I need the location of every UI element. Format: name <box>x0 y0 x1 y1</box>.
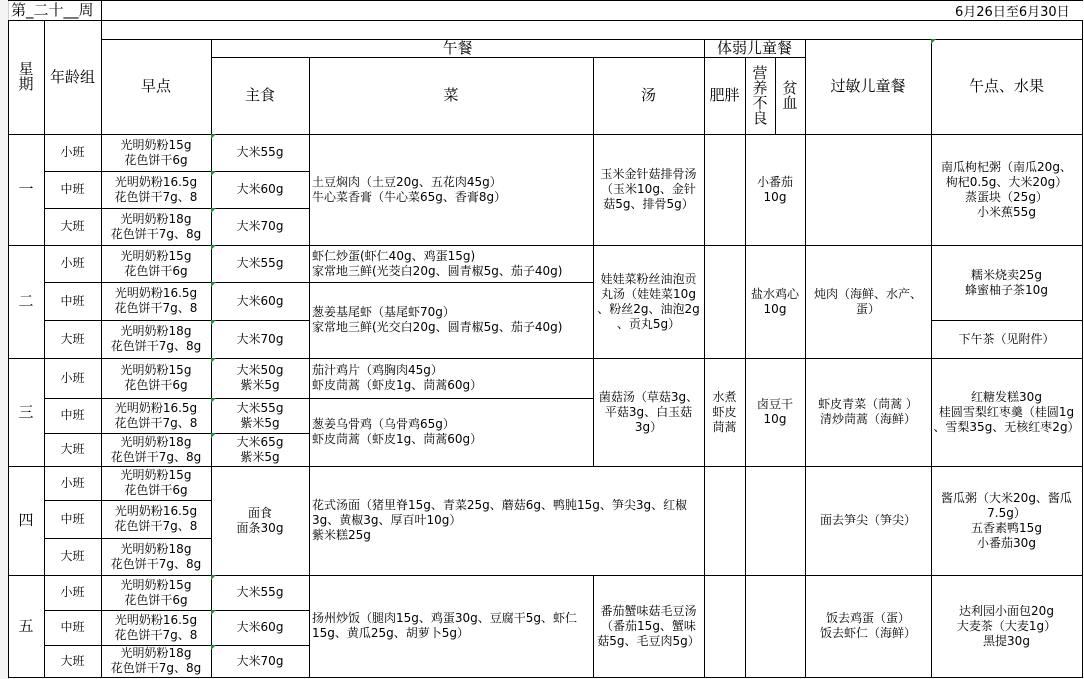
weekday-1[interactable] <box>8 134 45 246</box>
dish-3-a[interactable] <box>309 358 594 399</box>
breakfast-1-2[interactable] <box>101 171 212 209</box>
age-group-3-2[interactable] <box>44 398 102 434</box>
staple-4-text: 面食 面条30g <box>236 505 284 535</box>
staple-3-3[interactable] <box>211 433 310 467</box>
snack-3[interactable] <box>931 358 1083 467</box>
snack-3-text: 红糖发糕30g 桂圆雪梨红枣羹（桂圆1g 、雪梨35g、无核红枣2g） <box>933 389 1080 434</box>
week-title: 第_二十__周 <box>11 1 94 19</box>
breakfast-3-3-text: 光明奶粉18g 花色饼干7g、8g <box>110 434 202 464</box>
allergy-3-text: 虾皮青菜（茼蒿 ） 清炒茼蒿（海鲜） <box>818 397 918 426</box>
age-group-3-2-text: 中班 <box>60 408 85 422</box>
staple-1-3[interactable] <box>211 208 310 246</box>
weekday-2-text: 二 <box>18 292 34 310</box>
weekday-3[interactable] <box>8 358 45 467</box>
staple-1-3-text: 大米70g <box>236 219 284 233</box>
staple-5-3-text: 大米70g <box>236 653 284 668</box>
dish-3-b[interactable] <box>309 398 594 467</box>
age-group-3-1[interactable] <box>44 358 102 399</box>
age-group-2-1[interactable] <box>44 245 102 283</box>
weak-meal-2-text: 盐水鸡心 10g <box>750 286 799 316</box>
breakfast-2-2[interactable] <box>101 282 212 321</box>
breakfast-5-3-text: 光明奶粉18g 花色饼干7g、8g <box>110 646 202 675</box>
age-group-1-3[interactable] <box>44 208 102 246</box>
dish-3-b-text: 葱姜乌骨鸡（乌骨鸡65g） 虾皮茼蒿（虾皮1g、茼蒿60g） <box>312 417 483 446</box>
breakfast-4-3[interactable] <box>101 538 212 576</box>
header-dish[interactable] <box>309 57 594 135</box>
soup-2[interactable] <box>593 245 705 359</box>
age-group-4-1[interactable] <box>44 466 102 501</box>
staple-2-1-text: 大米55g <box>236 256 284 270</box>
staple-3-3-text: 大米65g 紫米5g <box>236 434 284 464</box>
allergy-2-text: 炖肉（海鲜、水产、 蛋） <box>813 286 922 316</box>
header-snack-text: 午点、水果 <box>968 77 1044 95</box>
age-group-5-3[interactable] <box>44 645 102 678</box>
header-soup-text: 汤 <box>640 86 656 104</box>
breakfast-1-1-text: 光明奶粉15g 花色饼干6g <box>120 137 192 167</box>
staple-2-1[interactable] <box>211 245 310 283</box>
breakfast-2-1-text: 光明奶粉15g 花色饼干6g <box>120 248 192 278</box>
age-group-3-3-text: 大班 <box>60 442 85 456</box>
weak-meal-1[interactable] <box>745 134 806 246</box>
age-group-2-1-text: 小班 <box>60 256 85 270</box>
breakfast-4-2-text: 光明奶粉16.5g 花色饼干7g、8 <box>114 504 198 533</box>
header-dish-text: 菜 <box>443 86 459 104</box>
staple-5-2[interactable] <box>211 610 310 646</box>
header-top-band[interactable] <box>101 20 1083 40</box>
allergy-3[interactable] <box>805 358 932 467</box>
weekday-5[interactable] <box>8 575 45 678</box>
dish-4[interactable] <box>309 466 705 576</box>
obese-5[interactable] <box>704 575 746 678</box>
dish-3-a-text: 茄汁鸡片（鸡胸肉45g） 虾皮茼蒿（虾皮1g、茼蒿60g） <box>312 363 483 392</box>
breakfast-2-2-text: 光明奶粉16.5g 花色饼干7g、8 <box>114 286 198 315</box>
age-group-5-1[interactable] <box>44 575 102 611</box>
dish-1[interactable] <box>309 134 594 246</box>
snack-5[interactable] <box>931 575 1083 678</box>
staple-2-2[interactable] <box>211 282 310 321</box>
header-allergy[interactable] <box>805 39 932 135</box>
weekday-2[interactable] <box>8 245 45 359</box>
age-group-2-3[interactable] <box>44 320 102 359</box>
snack-4[interactable] <box>931 466 1083 576</box>
age-group-3-1-text: 小班 <box>60 370 85 385</box>
staple-2-3-text: 大米70g <box>236 331 284 346</box>
allergy-5-text: 饭去鸡蛋（蛋） 饭去虾仁（海鲜） <box>819 611 916 640</box>
date-range: 6月26日至6月30日 <box>955 5 1070 20</box>
breakfast-4-1[interactable] <box>101 466 212 501</box>
snack-2-b[interactable] <box>931 320 1083 359</box>
age-group-5-1-text: 小班 <box>60 585 85 599</box>
header-breakfast[interactable] <box>101 39 212 135</box>
snack-5-text: 达利园小面包20g 大麦茶（大麦1g） 黑提30g <box>956 603 1057 648</box>
title-divider-line <box>101 0 102 20</box>
staple-1-1[interactable] <box>211 134 310 172</box>
header-breakfast-text: 早点 <box>140 77 171 95</box>
age-group-3-3[interactable] <box>44 433 102 467</box>
obese-3[interactable] <box>704 358 746 467</box>
dish-5-text: 扬州炒饭（腿肉15g、鸡蛋30g、豆腐干5g、虾仁 15g、黄瓜25g、胡萝卜5g） <box>312 611 578 640</box>
obese-3-text: 水煮 虾皮 茼蒿 <box>712 389 737 434</box>
breakfast-3-2[interactable] <box>101 398 212 434</box>
dish-2-b-text: 葱姜基尾虾（基尾虾70g） 家常地三鲜(光交白20g、圆青椒5g、茄子40g) <box>312 305 563 334</box>
breakfast-4-1-text: 光明奶粉15g 花色饼干6g <box>120 468 192 497</box>
allergy-5[interactable] <box>805 575 932 678</box>
obese-1[interactable] <box>704 134 746 246</box>
staple-5-3[interactable] <box>211 645 310 678</box>
breakfast-3-2-text: 光明奶粉16.5g 花色饼干7g、8 <box>114 400 198 430</box>
breakfast-2-3-text: 光明奶粉18g 花色饼干7g、8g <box>110 324 202 353</box>
header-anemia-text: 贫 血 <box>782 78 798 112</box>
age-group-5-2-text: 中班 <box>60 620 85 634</box>
weekday-5-text: 五 <box>18 616 34 635</box>
breakfast-4-2[interactable] <box>101 500 212 539</box>
breakfast-2-3[interactable] <box>101 320 212 359</box>
header-malnourished[interactable] <box>745 57 776 135</box>
breakfast-3-3[interactable] <box>101 433 212 467</box>
age-group-4-3-text: 大班 <box>60 549 85 563</box>
weak-meal-5[interactable] <box>745 575 806 678</box>
age-group-1-2[interactable] <box>44 171 102 209</box>
header-weekday[interactable] <box>8 20 45 135</box>
staple-1-1-text: 大米55g <box>236 145 284 159</box>
age-group-4-2-text: 中班 <box>60 511 85 526</box>
staple-2-2-text: 大米60g <box>236 293 284 308</box>
soup-3[interactable] <box>593 358 705 467</box>
staple-2-3[interactable] <box>211 320 310 359</box>
weak-meal-1-text: 小番茄 10g <box>756 174 793 204</box>
weekday-4-text: 四 <box>18 511 34 529</box>
staple-1-2[interactable] <box>211 171 310 209</box>
dish-5[interactable] <box>309 575 594 678</box>
header-staple-text: 主食 <box>244 86 275 104</box>
snack-2[interactable] <box>931 245 1083 321</box>
header-age-group-text: 年龄组 <box>49 67 95 86</box>
header-lunch-text: 午餐 <box>442 39 473 57</box>
dish-2-a-text: 虾仁炒蛋(虾仁40g、鸡蛋15g) 家常地三鲜(光茭白20g、圆青椒5g、茄子40g) <box>312 248 563 278</box>
dish-2-b[interactable] <box>309 282 594 359</box>
age-group-1-3-text: 大班 <box>60 219 85 233</box>
header-age-group[interactable] <box>44 20 102 135</box>
staple-5-1-text: 大米55g <box>236 585 284 599</box>
weak-meal-3-text: 卤豆干 10g <box>756 397 793 426</box>
soup-5[interactable] <box>593 575 705 678</box>
breakfast-1-3[interactable] <box>101 208 212 246</box>
age-group-4-1-text: 小班 <box>60 475 85 490</box>
snack-4-text: 酱瓜粥（大米20g、酱瓜 7.5g） 五香素鸭15g 小番茄30g <box>941 490 1072 550</box>
header-weak-meal[interactable] <box>704 39 806 58</box>
staple-1-2-text: 大米60g <box>236 182 284 196</box>
header-obese[interactable] <box>704 57 746 135</box>
dish-1-text: 土豆焖肉（土豆20g、五花肉45g） 牛心菜香膏（牛心菜65g、香膏8g） <box>312 174 507 204</box>
header-weekday-text: 星 期 <box>18 60 34 93</box>
header-staple[interactable] <box>211 57 310 135</box>
age-group-4-3[interactable] <box>44 538 102 576</box>
weekday-4[interactable] <box>8 466 45 576</box>
staple-3-1[interactable] <box>211 358 310 399</box>
dish-2-a[interactable] <box>309 245 594 283</box>
age-group-1-2-text: 中班 <box>60 182 85 196</box>
header-obese-text: 肥胖 <box>709 86 740 104</box>
breakfast-5-1-text: 光明奶粉15g 花色饼干6g <box>120 577 192 607</box>
age-group-2-2[interactable] <box>44 282 102 321</box>
header-malnourished-text: 营 养 不 良 <box>752 63 768 127</box>
staple-5-1[interactable] <box>211 575 310 611</box>
staple-3-1-text: 大米50g 紫米5g <box>236 363 284 392</box>
breakfast-1-3-text: 光明奶粉18g 花色饼干7g、8g <box>110 211 202 241</box>
soup-1[interactable] <box>593 134 705 246</box>
breakfast-5-1[interactable] <box>101 575 212 611</box>
allergy-1[interactable] <box>805 134 932 246</box>
breakfast-5-2[interactable] <box>101 610 212 646</box>
soup-5-text: 番茄蟹味菇毛豆汤 （番茄15g、蟹味 菇5g、毛豆肉5g） <box>597 603 700 648</box>
allergy-4-text: 面去笋尖（笋尖） <box>819 513 916 527</box>
weak-meal-4[interactable] <box>745 466 806 576</box>
soup-3-text: 菌菇汤（草菇3g、 平菇3g、白玉菇 3g） <box>598 389 699 434</box>
breakfast-5-2-text: 光明奶粉16.5g 花色饼干7g、8 <box>114 612 198 642</box>
obese-2[interactable] <box>704 245 746 359</box>
title-top-line <box>8 0 1083 1</box>
obese-4[interactable] <box>704 466 746 576</box>
staple-4[interactable] <box>211 466 310 576</box>
breakfast-3-1-text: 光明奶粉15g 花色饼干6g <box>120 363 192 392</box>
header-lunch[interactable] <box>211 39 705 58</box>
breakfast-1-1[interactable] <box>101 134 212 172</box>
header-allergy-text: 过敏儿童餐 <box>830 77 906 95</box>
staple-3-2[interactable] <box>211 398 310 434</box>
age-group-2-2-text: 中班 <box>60 293 85 308</box>
allergy-4[interactable] <box>805 466 932 576</box>
age-group-5-2[interactable] <box>44 610 102 646</box>
dish-4-text: 花式汤面（猪里脊15g、青菜25g、蘑菇6g、鸭肫15g、笋尖3g、红椒 3g、黄椒3g、厚百叶10g） 紫米糕25g <box>312 498 688 542</box>
snack-2-text: 糯米烧卖25g 蜂蜜柚子茶10g <box>965 267 1048 297</box>
snack-1-text: 南瓜枸杞粥（南瓜20g、 枸杞0.5g、大米20g） 蒸蛋块（25g） 小米蕉55g <box>941 159 1072 219</box>
weekday-1-text: 一 <box>18 180 34 198</box>
header-soup[interactable] <box>593 57 705 135</box>
header-weak-meal-text: 体弱儿童餐 <box>716 39 792 57</box>
breakfast-2-1[interactable] <box>101 245 212 283</box>
header-anemia[interactable] <box>775 57 806 135</box>
weak-meal-3[interactable] <box>745 358 806 467</box>
age-group-5-3-text: 大班 <box>60 653 85 668</box>
staple-3-2-text: 大米55g 紫米5g <box>236 400 284 430</box>
age-group-4-2[interactable] <box>44 500 102 539</box>
age-group-1-1-text: 小班 <box>60 145 85 159</box>
snack-1[interactable] <box>931 134 1083 246</box>
soup-2-text: 娃娃菜粉丝油泡贡 丸汤（娃娃菜10g 、粉丝2g、油泡2g 、贡丸5g） <box>597 271 700 331</box>
header-snack[interactable] <box>931 39 1083 135</box>
allergy-2[interactable] <box>805 245 932 359</box>
snack-2-b-text: 下午茶（见附件） <box>958 331 1055 346</box>
breakfast-3-1[interactable] <box>101 358 212 399</box>
breakfast-4-3-text: 光明奶粉18g 花色饼干7g、8g <box>110 541 202 571</box>
weak-meal-2[interactable] <box>745 245 806 359</box>
staple-5-2-text: 大米60g <box>236 620 284 634</box>
weekday-3-text: 三 <box>18 402 34 421</box>
breakfast-5-3[interactable] <box>101 645 212 678</box>
soup-1-text: 玉米金针菇排骨汤 （玉米10g、金针 菇5g、排骨5g） <box>600 167 697 211</box>
breakfast-1-2-text: 光明奶粉16.5g 花色饼干7g、8 <box>114 174 198 204</box>
age-group-2-3-text: 大班 <box>60 331 85 346</box>
age-group-1-1[interactable] <box>44 134 102 172</box>
